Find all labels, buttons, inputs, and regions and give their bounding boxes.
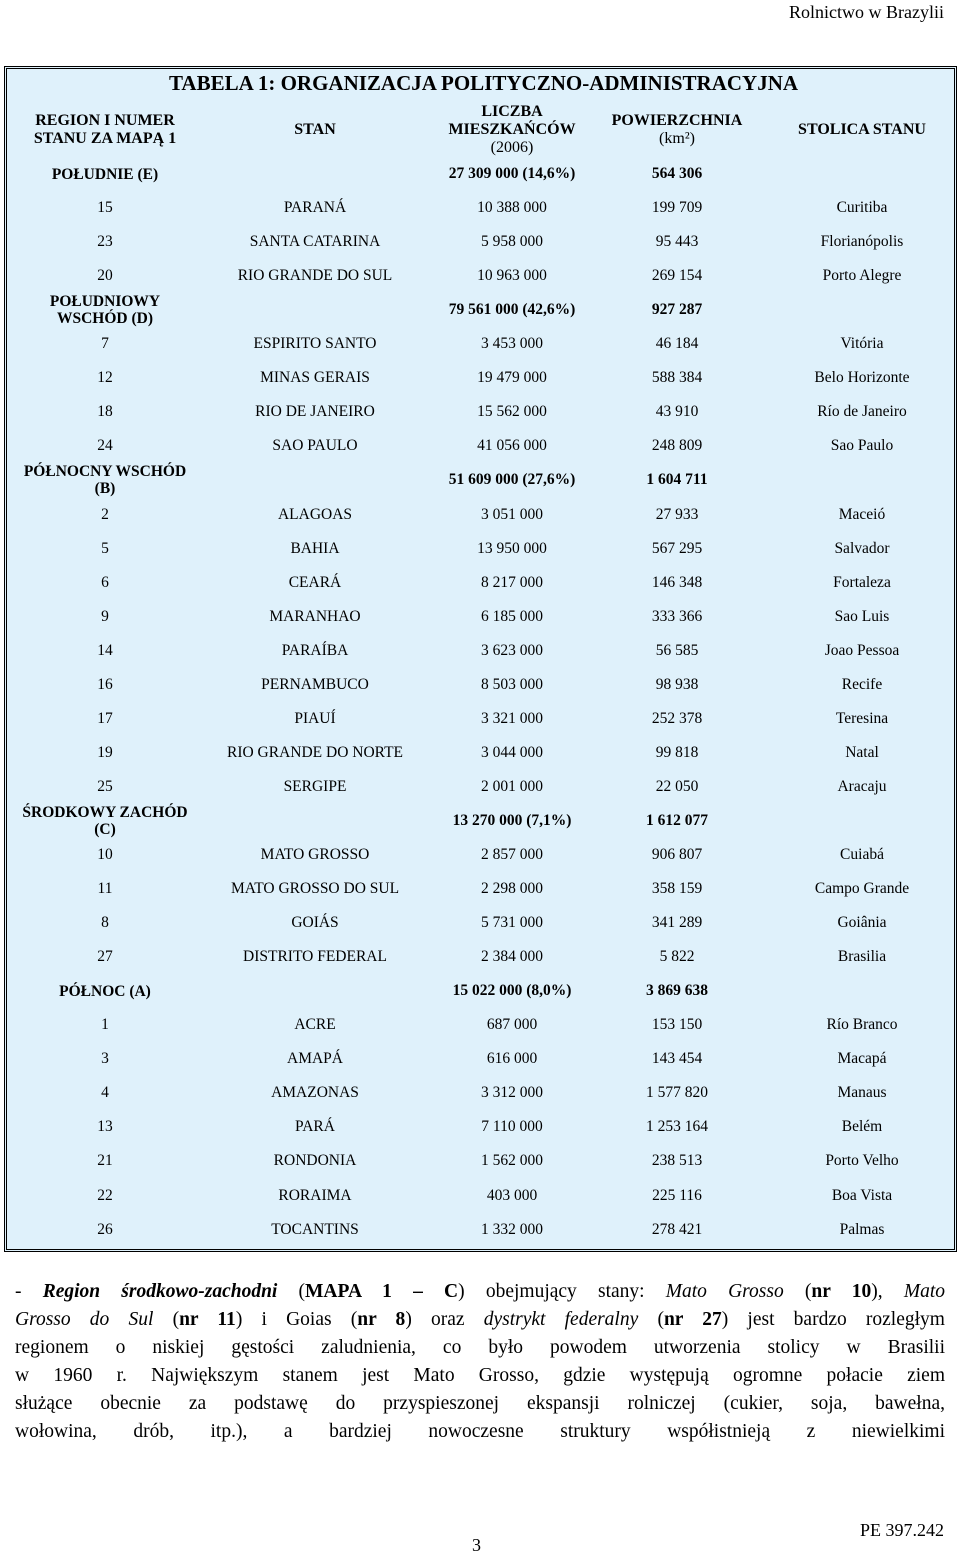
cell-state xyxy=(217,463,413,497)
paragraph-segment: Grosso do Sul xyxy=(15,1309,154,1330)
region-row xyxy=(7,463,954,497)
cell-capital xyxy=(767,157,957,191)
cell-state: SANTA CATARINA xyxy=(249,233,381,251)
cell-state: AMAZONAS xyxy=(271,1084,359,1102)
cell-capital: Curitiba xyxy=(836,199,888,217)
state-row xyxy=(7,736,954,770)
cell-population: 15 022 000 (8,0%) xyxy=(452,982,572,1000)
cell-region: ŚRODKOWY ZACHÓD (C) xyxy=(22,803,188,838)
paragraph-segment: ) obejmujący stany: xyxy=(458,1281,666,1302)
cell-capital: Río Branco xyxy=(826,1016,898,1034)
cell-population: 3 051 000 xyxy=(481,505,543,523)
cell-area: 225 116 xyxy=(652,1186,702,1204)
cell-state: SERGIPE xyxy=(283,777,347,795)
table-header xyxy=(7,99,954,161)
state-row xyxy=(7,1179,954,1213)
cell-state: MATO GROSSO xyxy=(260,846,370,863)
region-row xyxy=(7,157,954,191)
cell-state: PARÁ xyxy=(295,1118,335,1136)
cell-population: 3 453 000 xyxy=(481,335,543,353)
cell-region: 26 xyxy=(97,1220,113,1238)
paragraph-segment: MAPA 1 – C xyxy=(305,1281,459,1302)
cell-population: 687 000 xyxy=(486,1016,538,1034)
header-region-line: REGION I NUMER xyxy=(35,112,175,129)
cell-area: 564 306 xyxy=(651,165,703,182)
state-row xyxy=(7,838,954,872)
cell-population: 2 857 000 xyxy=(481,846,543,863)
cell-region: 18 xyxy=(97,403,113,421)
region-row xyxy=(7,974,954,1008)
paragraph-segment: ( xyxy=(277,1281,306,1302)
cell-capital xyxy=(767,804,957,838)
state-row xyxy=(7,566,954,600)
cell-population: 13 270 000 (7,1%) xyxy=(452,811,572,829)
cell-state: RIO GRANDE DO SUL xyxy=(237,267,393,285)
cell-area: 43 910 xyxy=(655,403,699,421)
cell-area: 341 289 xyxy=(651,914,703,932)
paragraph-line xyxy=(15,1306,945,1334)
cell-region: 3 xyxy=(101,1050,109,1068)
cell-population: 6 185 000 xyxy=(481,607,543,625)
cell-area: 22 050 xyxy=(655,777,699,795)
cell-population: 2 298 000 xyxy=(481,880,543,898)
cell-region: 6 xyxy=(101,573,109,591)
cell-area: 238 513 xyxy=(651,1152,703,1170)
state-row xyxy=(7,1008,954,1042)
cell-state: CEARÁ xyxy=(288,573,342,591)
cell-capital: Porto Velho xyxy=(825,1152,899,1170)
cell-capital: Florianópolis xyxy=(820,233,904,251)
cell-area: 567 295 xyxy=(651,539,703,557)
cell-population: 3 312 000 xyxy=(481,1084,543,1102)
cell-state: PARAÍBA xyxy=(281,641,349,659)
cell-state: SAO PAULO xyxy=(272,437,358,455)
region-row xyxy=(7,293,954,327)
cell-region: 8 xyxy=(101,914,109,932)
cell-capital: Maceió xyxy=(838,505,886,523)
cell-population: 5 731 000 xyxy=(481,914,543,932)
cell-state: PERNAMBUCO xyxy=(261,675,369,693)
cell-capital: Fortaleza xyxy=(833,573,891,591)
cell-state: ESPIRITO SANTO xyxy=(253,335,377,353)
paragraph-line xyxy=(15,1334,945,1362)
cell-state: GOIÁS xyxy=(291,914,339,932)
paragraph-segment: ) i Goias ( xyxy=(235,1309,358,1330)
cell-area: 906 807 xyxy=(651,846,703,863)
state-row xyxy=(7,668,954,702)
cell-region: 25 xyxy=(97,777,113,795)
paragraph-line xyxy=(15,1362,945,1390)
cell-region: PÓŁNOCNY WSCHÓD (B) xyxy=(23,463,187,498)
state-row xyxy=(7,906,954,940)
cell-capital: Campo Grande xyxy=(814,880,910,898)
cell-region: 21 xyxy=(97,1152,113,1170)
state-row xyxy=(7,532,954,566)
cell-area: 199 709 xyxy=(651,199,703,217)
cell-state: RIO GRANDE DO NORTE xyxy=(226,743,404,761)
cell-region: POŁUDNIE (E) xyxy=(51,165,159,183)
cell-capital: Cuiabá xyxy=(840,846,884,863)
cell-region: 2 xyxy=(101,505,109,523)
cell-population: 10 963 000 xyxy=(477,267,547,285)
header-population xyxy=(419,99,605,161)
cell-area: 143 454 xyxy=(651,1050,703,1068)
header-population-line: (2006) xyxy=(490,139,534,156)
header-capital-line: STOLICA STANU xyxy=(798,121,926,138)
header-capital xyxy=(767,99,957,161)
cell-region: POŁUDNIOWY WSCHÓD (D) xyxy=(49,293,161,328)
cell-state xyxy=(217,157,413,191)
cell-population: 7 110 000 xyxy=(481,1118,543,1136)
cell-region: 1 xyxy=(101,1016,109,1034)
cell-capital xyxy=(767,463,957,497)
cell-population: 15 562 000 xyxy=(477,403,547,421)
paragraph-segment: w 1960 r. Największym stanem jest Mato Grosso, gdzie występują ogromne połacie ziem xyxy=(15,1365,945,1386)
cell-area: 1 577 820 xyxy=(646,1084,708,1102)
cell-area: 46 184 xyxy=(655,335,699,353)
paragraph-line xyxy=(15,1278,945,1306)
header-population-line: MIESZKAŃCÓW xyxy=(448,121,576,138)
paragraph-segment: wołowina, drób, itp.), a bardziej nowoczesne struktury współistnieją z niewielkimi xyxy=(15,1421,945,1442)
cell-region: PÓŁNOC (A) xyxy=(59,982,151,1000)
cell-region: 11 xyxy=(97,880,113,898)
header-population-line: LICZBA xyxy=(481,103,543,120)
cell-region: 23 xyxy=(97,233,113,251)
cell-state: PARANÁ xyxy=(283,199,347,217)
cell-population: 8 503 000 xyxy=(481,675,543,693)
paragraph-segment: Mato xyxy=(903,1281,945,1302)
table-title: TABELA 1: ORGANIZACJA POLITYCZNO-ADMINISTRACYJNA xyxy=(168,71,799,95)
paragraph-segment: nr 27 xyxy=(663,1309,722,1330)
running-title: Rolnictwo w Brazylii xyxy=(789,2,944,22)
state-row xyxy=(7,327,954,361)
paragraph-segment: dystrykt federalny xyxy=(483,1309,639,1330)
state-row xyxy=(7,259,954,293)
paragraph-segment: Region środkowo-zachodni xyxy=(42,1281,278,1302)
paragraph-segment: ) oraz xyxy=(405,1309,484,1330)
cell-capital: Vitória xyxy=(840,335,884,353)
cell-area: 1 604 711 xyxy=(646,471,708,489)
cell-capital: Aracaju xyxy=(837,777,887,795)
paragraph-segment: ) jest bardzo rozległym xyxy=(721,1309,945,1330)
cell-capital: Río de Janeiro xyxy=(817,403,907,421)
cell-population: 3 623 000 xyxy=(481,641,543,659)
header-state xyxy=(217,99,413,161)
cell-region: 9 xyxy=(101,607,109,625)
paragraph-segment: regionem o niskiej gęstości zaludnienia, co było powodem utworzenia stolicy w Brasilii xyxy=(15,1337,945,1358)
paragraph-segment: służące obecnie za podstawę do przyspieszonej ekspansji rolniczej (cukier, soja, bawełna, xyxy=(15,1393,945,1414)
header-state-line: STAN xyxy=(294,121,336,138)
paragraph-line xyxy=(15,1390,945,1418)
cell-population: 10 388 000 xyxy=(477,199,547,217)
cell-state xyxy=(217,293,413,327)
cell-state: RIO DE JANEIRO xyxy=(255,403,375,421)
header-region-line: STANU ZA MAPĄ 1 xyxy=(33,130,177,147)
cell-population: 1 562 000 xyxy=(481,1152,543,1170)
state-row xyxy=(7,702,954,736)
paragraph-segment: - xyxy=(15,1281,43,1302)
cell-area: 98 938 xyxy=(655,675,699,693)
cell-capital: Natal xyxy=(845,743,879,761)
header-area xyxy=(592,99,762,161)
cell-area: 95 443 xyxy=(655,233,699,251)
page-number: 3 xyxy=(472,1535,481,1555)
cell-population: 13 950 000 xyxy=(477,539,547,557)
document-reference: PE 397.242 xyxy=(859,1520,944,1540)
cell-population: 616 000 xyxy=(486,1050,538,1068)
cell-region: 10 xyxy=(97,846,113,863)
state-row xyxy=(7,191,954,225)
cell-region: 15 xyxy=(97,199,113,217)
paragraph-segment: nr 8 xyxy=(357,1309,406,1330)
paragraph-segment: nr 11 xyxy=(179,1309,236,1330)
cell-capital: Porto Alegre xyxy=(822,267,902,285)
cell-area: 99 818 xyxy=(655,743,699,761)
header-area-line: (km²) xyxy=(659,130,695,147)
header-area-line: POWIERZCHNIA xyxy=(611,112,743,129)
paragraph-segment: ), xyxy=(871,1281,904,1302)
cell-capital: Joao Pessoa xyxy=(824,641,900,659)
cell-population: 3 321 000 xyxy=(481,709,543,727)
cell-area: 56 585 xyxy=(655,641,699,659)
state-row xyxy=(7,498,954,532)
cell-capital: Sao Luis xyxy=(834,607,890,625)
state-row xyxy=(7,1213,954,1247)
cell-capital: Boa Vista xyxy=(831,1186,893,1204)
cell-region: 17 xyxy=(97,709,113,727)
state-row xyxy=(7,940,954,974)
cell-capital: Palmas xyxy=(839,1220,885,1238)
cell-area: 1 253 164 xyxy=(646,1118,708,1136)
state-row xyxy=(7,429,954,463)
cell-state: MATO GROSSO DO SUL xyxy=(230,880,400,898)
cell-state: ACRE xyxy=(294,1016,336,1034)
cell-region: 19 xyxy=(97,743,113,761)
cell-state: MINAS GERAIS xyxy=(260,369,370,387)
state-row xyxy=(7,1042,954,1076)
cell-state: RONDONIA xyxy=(273,1152,357,1170)
cell-region: 4 xyxy=(101,1084,109,1102)
region-row xyxy=(7,804,954,838)
state-row xyxy=(7,1076,954,1110)
paragraph-segment: ( xyxy=(783,1281,812,1302)
cell-state: BAHIA xyxy=(290,539,340,557)
cell-area: 358 159 xyxy=(651,880,703,898)
cell-capital: Teresina xyxy=(835,709,889,727)
cell-region: 14 xyxy=(97,641,113,659)
cell-area: 278 421 xyxy=(651,1220,703,1238)
cell-capital: Recife xyxy=(841,675,883,693)
cell-population: 3 044 000 xyxy=(481,743,543,761)
state-row xyxy=(7,395,954,429)
cell-area: 269 154 xyxy=(651,267,703,285)
cell-region: 13 xyxy=(97,1118,113,1136)
state-row xyxy=(7,770,954,804)
cell-population: 2 384 000 xyxy=(481,948,543,966)
admin-table xyxy=(4,66,957,1252)
cell-population: 41 056 000 xyxy=(477,437,547,455)
state-row xyxy=(7,1144,954,1178)
header-region xyxy=(7,99,203,161)
cell-capital: Goiânia xyxy=(837,914,887,932)
cell-area: 588 384 xyxy=(651,369,703,387)
cell-population: 51 609 000 (27,6%) xyxy=(448,471,576,489)
body-paragraph xyxy=(15,1278,945,1446)
cell-region: 20 xyxy=(97,267,113,285)
cell-population: 27 309 000 (14,6%) xyxy=(448,165,576,182)
cell-capital: Macapá xyxy=(837,1050,887,1068)
cell-area: 153 150 xyxy=(651,1016,703,1034)
cell-area: 3 869 638 xyxy=(646,982,708,1000)
cell-area: 27 933 xyxy=(655,505,699,523)
cell-capital: Brasilia xyxy=(837,948,887,966)
cell-region: 27 xyxy=(97,948,113,966)
cell-region: 22 xyxy=(97,1186,113,1204)
cell-area: 333 366 xyxy=(651,607,703,625)
cell-capital: Manaus xyxy=(837,1084,887,1102)
state-row xyxy=(7,600,954,634)
paragraph-segment: ( xyxy=(638,1309,664,1330)
cell-state: DISTRITO FEDERAL xyxy=(243,948,387,966)
cell-population: 79 561 000 (42,6%) xyxy=(448,301,576,319)
cell-region: 5 xyxy=(101,539,109,557)
cell-state: MARANHAO xyxy=(269,607,361,625)
cell-area: 1 612 077 xyxy=(646,811,708,829)
cell-population: 19 479 000 xyxy=(477,369,547,387)
cell-state: ALAGOAS xyxy=(277,505,353,523)
cell-population: 5 958 000 xyxy=(481,233,543,251)
cell-capital: Salvador xyxy=(834,539,890,557)
cell-region: 16 xyxy=(97,675,113,693)
cell-capital xyxy=(767,293,957,327)
cell-region: 7 xyxy=(101,335,109,353)
cell-state: TOCANTINS xyxy=(271,1220,359,1238)
cell-area: 146 348 xyxy=(651,573,703,591)
cell-area: 5 822 xyxy=(659,948,695,966)
state-row xyxy=(7,361,954,395)
cell-region: 12 xyxy=(97,369,113,387)
cell-region: 24 xyxy=(97,437,113,455)
cell-state: AMAPÁ xyxy=(287,1050,343,1068)
cell-population: 8 217 000 xyxy=(481,573,543,591)
cell-capital: Belo Horizonte xyxy=(814,369,910,387)
cell-area: 248 809 xyxy=(651,437,703,455)
state-row xyxy=(7,872,954,906)
paragraph-line xyxy=(15,1418,945,1446)
cell-state xyxy=(217,804,413,838)
cell-state xyxy=(217,974,413,1008)
cell-population: 2 001 000 xyxy=(481,777,543,795)
cell-capital: Sao Paulo xyxy=(830,437,894,455)
cell-area: 927 287 xyxy=(651,301,703,319)
state-row xyxy=(7,634,954,668)
paragraph-segment: nr 10 xyxy=(811,1281,872,1302)
cell-capital: Belém xyxy=(841,1118,883,1136)
paragraph-segment: Mato Grosso xyxy=(665,1281,784,1302)
cell-population: 1 332 000 xyxy=(481,1220,543,1238)
state-row xyxy=(7,1110,954,1144)
state-row xyxy=(7,225,954,259)
cell-capital xyxy=(767,974,957,1008)
paragraph-segment: ( xyxy=(153,1309,180,1330)
cell-population: 403 000 xyxy=(486,1186,538,1204)
cell-area: 252 378 xyxy=(651,709,703,727)
cell-state: RORAIMA xyxy=(278,1186,352,1204)
cell-state: PIAUÍ xyxy=(294,709,336,727)
